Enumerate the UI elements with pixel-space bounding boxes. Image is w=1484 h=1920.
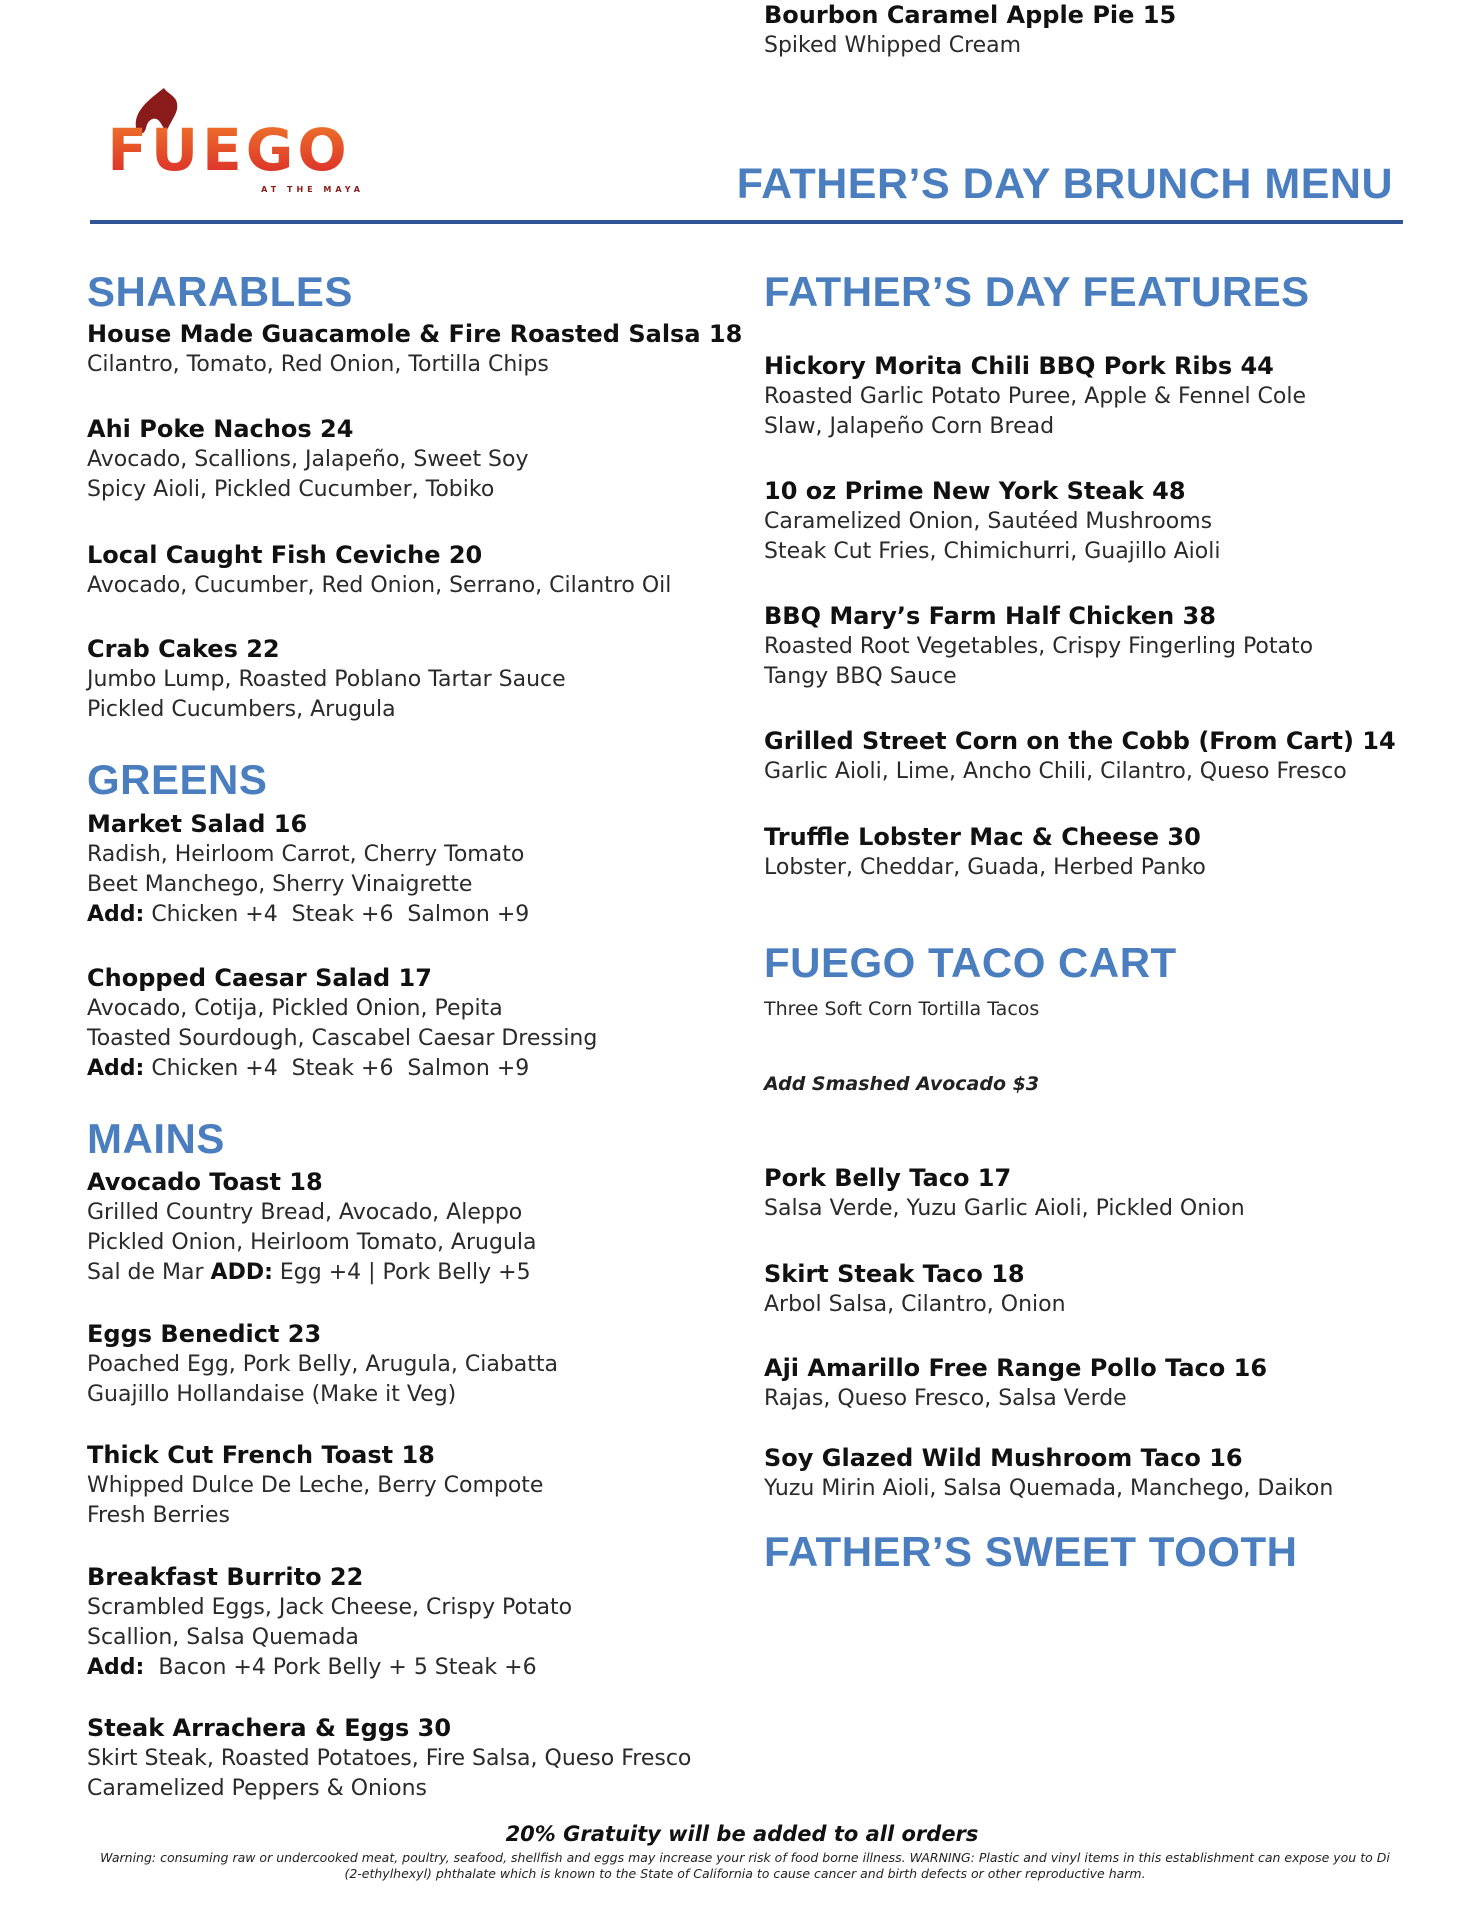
menu-item-description: Scrambled Eggs, Jack Cheese, Crispy Potato [87,1595,573,1620]
menu-item-title: 10 oz Prime New York Steak 48 [764,477,1186,505]
menu-item [87,1562,572,1683]
menu-item-description: Avocado, Scallions, Jalapeño, Sweet Soy [87,447,529,472]
add-on-label: Add: [87,1655,145,1680]
menu-item [764,351,1306,442]
menu-item [764,601,1313,692]
menu-item-description: Caramelized Onion, Sautéed Mushrooms [764,509,1213,534]
menu-item [87,809,529,930]
menu-item-title: Bourbon Caramel Apple Pie 15 [764,1,1177,29]
menu-item [764,1163,1245,1224]
menu-item-description: Roasted Garlic Potato Puree, Apple & Fennel Cole [764,384,1307,409]
menu-item-description: Slaw, Jalapeño Corn Bread [764,414,1055,439]
logo-text: FUEGO [107,116,351,184]
section-heading: FUEGO TACO CART [764,939,1177,986]
menu-item-description: Tangy BBQ Sauce [764,664,957,689]
menu-item [87,540,671,601]
section-heading: SHARABLES [87,268,353,315]
menu-item-description: Salsa Verde, Yuzu Garlic Aioli, Pickled Onion [764,1196,1245,1221]
menu-item [764,1353,1267,1414]
menu-item-description: Grilled Country Bread, Avocado, Aleppo [87,1200,523,1225]
menu-item [87,1713,691,1804]
menu-item-description: Lobster, Cheddar, Guada, Herbed Panko [764,855,1206,880]
add-on-label: Add: [87,902,145,927]
menu-item-description: Jumbo Lump, Roasted Poblano Tartar Sauce [87,667,566,692]
menu-item-description: Rajas, Queso Fresco, Salsa Verde [764,1386,1127,1411]
section-heading: FATHER’S DAY FEATURES [764,268,1310,315]
menu-item-title: Grilled Street Corn on the Cobb (From Cart) 14 [764,727,1396,755]
page-title: FATHER’S DAY BRUNCH MENU [736,160,1393,208]
menu-item-title: Thick Cut French Toast 18 [87,1441,435,1469]
menu-item-description: Spiked Whipped Cream [764,33,1022,58]
menu-item [764,822,1206,883]
section-heading: FATHER’S SWEET TOOTH [764,1528,1298,1575]
menu-item [87,319,742,380]
menu-item [87,1440,543,1531]
menu-item-description: Skirt Steak, Roasted Potatoes, Fire Salsa, Queso Fresco [87,1746,692,1771]
menu-item-description [87,1054,597,1084]
add-on-options: Egg +4 | Pork Belly +5 [272,1260,531,1285]
menu-item [764,1443,1333,1504]
menu-item [87,1167,536,1288]
menu-item-description: Fresh Berries [87,1503,230,1528]
menu-item-description: Caramelized Peppers & Onions [87,1776,427,1801]
menu-item-title: Hickory Morita Chili BBQ Pork Ribs 44 [764,352,1274,380]
menu-item-title: Eggs Benedict 23 [87,1320,322,1348]
section-note: Three Soft Corn Tortilla Tacos [764,998,1040,1020]
menu-item [87,963,597,1084]
menu-item-title: Steak Arrachera & Eggs 30 [87,1714,452,1742]
menu-item-description [87,1653,572,1683]
add-on-options: Bacon +4 Pork Belly + 5 Steak +6 [144,1655,537,1680]
menu-item-description: Pickled Onion, Heirloom Tomato, Arugula [87,1230,537,1255]
menu-item [764,0,1176,61]
menu-item-title: Avocado Toast 18 [87,1168,323,1196]
menu-item-description: Pickled Cucumbers, Arugula [87,697,396,722]
menu-item-description: Avocado, Cucumber, Red Onion, Serrano, Cilantro Oil [87,573,672,598]
menu-item-title: Market Salad 16 [87,810,308,838]
description-text: Sal de Mar [87,1260,211,1285]
menu-item-title: Ahi Poke Nachos 24 [87,415,354,443]
menu-item-description: Poached Egg, Pork Belly, Arugula, Ciabatta [87,1352,559,1377]
menu-item-title: Local Caught Fish Ceviche 20 [87,541,483,569]
menu-item [87,1319,558,1410]
menu-item-title: Crab Cakes 22 [87,635,280,663]
add-on-options: Chicken +4 Steak +6 Salmon +9 [144,1056,530,1081]
menu-item [87,634,566,725]
menu-item-description [87,900,529,930]
menu-item-title: House Made Guacamole & Fire Roasted Salsa 18 [87,320,743,348]
menu-item [764,476,1220,567]
menu-item-description: Yuzu Mirin Aioli, Salsa Quemada, Manchego, Daikon [764,1476,1334,1501]
menu-item-title: Breakfast Burrito 22 [87,1563,364,1591]
menu-item-description: Garlic Aioli, Lime, Ancho Chili, Cilantro, Queso Fresco [764,759,1347,784]
gratuity-notice: 20% Gratuity will be added to all orders [505,1822,979,1846]
menu-item-description: Cilantro, Tomato, Red Onion, Tortilla Chips [87,352,549,377]
menu-item-description [87,1258,536,1288]
add-on-label: Add: [87,1056,145,1081]
menu-item-description: Roasted Root Vegetables, Crispy Fingerling Potato [764,634,1314,659]
menu-item-description: Beet Manchego, Sherry Vinaigrette [87,872,473,897]
menu-item-title: Chopped Caesar Salad 17 [87,964,432,992]
menu-item-description: Scallion, Salsa Quemada [87,1625,359,1650]
menu-item-description: Arbol Salsa, Cilantro, Onion [764,1292,1066,1317]
menu-item [764,726,1396,787]
header-divider [90,220,1403,224]
menu-item-description: Spicy Aioli, Pickled Cucumber, Tobiko [87,477,495,502]
menu-item-description: Whipped Dulce De Leche, Berry Compote [87,1473,544,1498]
menu-item-description: Avocado, Cotija, Pickled Onion, Pepita [87,996,503,1021]
menu-item-description: Toasted Sourdough, Cascabel Caesar Dressing [87,1026,598,1051]
section-heading: GREENS [87,756,268,803]
section-heading: MAINS [87,1115,225,1162]
add-on-options: Chicken +4 Steak +6 Salmon +9 [144,902,530,927]
menu-item-description: Steak Cut Fries, Chimichurri, Guajillo Aioli [764,539,1221,564]
fuego-logo [84,88,374,203]
health-warning: Warning: consuming raw or undercooked meat, poultry, seafood, shellfish and eggs may increase your risk of food borne illness. WARNING: Plastic and vinyl items in this establishment can expose you to Di (2-ethylhexyl) phthalate which is known to the State of California to cause cancer and birth defects or other reproductive harm. [100,1850,1390,1881]
menu-item-title: BBQ Mary’s Farm Half Chicken 38 [764,602,1216,630]
menu-item [87,414,529,505]
add-on-label: ADD: [210,1260,273,1285]
menu-item-title: Soy Glazed Wild Mushroom Taco 16 [764,1444,1243,1472]
menu-item-description: Radish, Heirloom Carrot, Cherry Tomato [87,842,525,867]
menu-item-title: Skirt Steak Taco 18 [764,1260,1025,1288]
menu-item-description: Guajillo Hollandaise (Make it Veg) [87,1382,457,1407]
menu-item [764,1259,1066,1320]
menu-item-title: Pork Belly Taco 17 [764,1164,1012,1192]
menu-item-title: Truffle Lobster Mac & Cheese 30 [764,823,1201,851]
logo-subtext: AT THE MAYA [261,185,364,194]
menu-item-title: Aji Amarillo Free Range Pollo Taco 16 [764,1354,1268,1382]
section-addon-note: Add Smashed Avocado $3 [764,1073,1040,1095]
